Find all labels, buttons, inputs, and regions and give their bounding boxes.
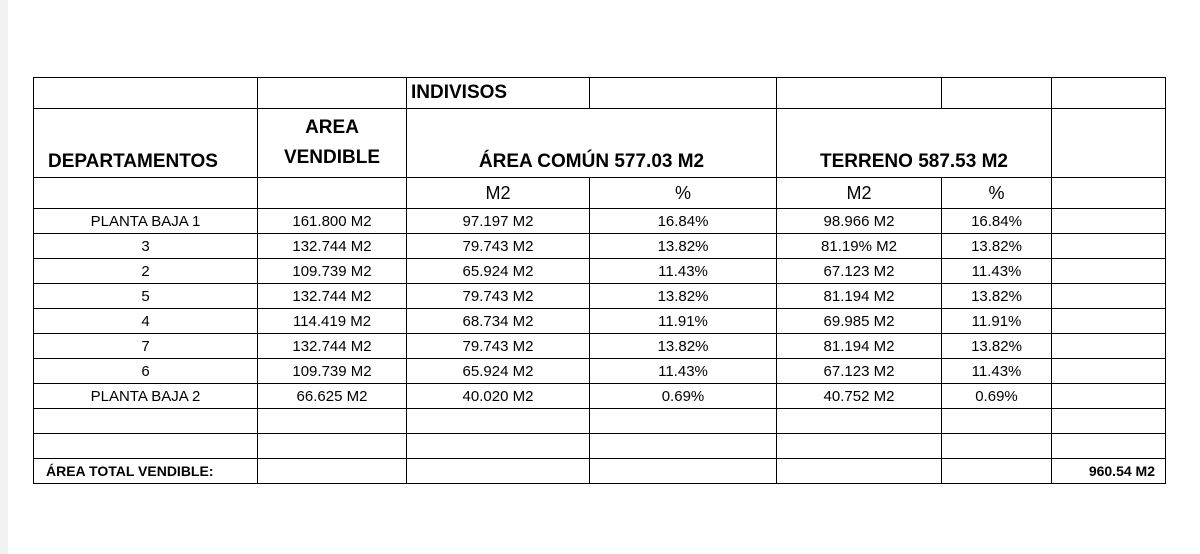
empty-cell: [942, 409, 1052, 434]
comun-m2-cell: 40.020 M2: [407, 384, 590, 409]
m2-comun-header: M2: [407, 178, 590, 209]
empty-cell: [1052, 109, 1166, 178]
terreno-pct-cell: 11.91%: [942, 309, 1052, 334]
terreno-m2-cell: 40.752 M2: [777, 384, 942, 409]
empty-cell: [258, 459, 407, 484]
table-row: [34, 384, 1166, 409]
total-label: ÁREA TOTAL VENDIBLE:: [34, 459, 258, 484]
comun-pct-cell: 13.82%: [590, 234, 777, 259]
indivisos-label: INDIVISOS: [407, 78, 590, 109]
comun-m2-cell: 97.197 M2: [407, 209, 590, 234]
comun-m2-cell: 65.924 M2: [407, 259, 590, 284]
area-vendible-line1: AREA: [305, 117, 359, 138]
table-row: [34, 284, 1166, 309]
total-row: [34, 459, 1166, 484]
empty-cell: [407, 434, 590, 459]
dept-cell: PLANTA BAJA 2: [34, 384, 258, 409]
empty-cell: [777, 459, 942, 484]
dept-cell: PLANTA BAJA 1: [34, 209, 258, 234]
dept-cell: 3: [34, 234, 258, 259]
empty-cell: [590, 434, 777, 459]
terreno-pct-cell: 13.82%: [942, 334, 1052, 359]
area-vendible-line2: VENDIBLE: [283, 147, 381, 168]
empty-cell: [1052, 284, 1166, 309]
comun-pct-cell: 11.91%: [590, 309, 777, 334]
terreno-pct-cell: 13.82%: [942, 234, 1052, 259]
empty-cell: [34, 178, 258, 209]
terreno-m2-cell: 67.123 M2: [777, 359, 942, 384]
terreno-m2-cell: 69.985 M2: [777, 309, 942, 334]
comun-m2-cell: 68.734 M2: [407, 309, 590, 334]
area-vendible-header: [258, 109, 407, 178]
page-edge: [0, 0, 8, 554]
empty-cell: [1052, 178, 1166, 209]
table-row: [34, 259, 1166, 284]
header-row-1: [34, 78, 1166, 109]
terreno-pct-cell: 13.82%: [942, 284, 1052, 309]
comun-pct-cell: 11.43%: [590, 259, 777, 284]
header-row-2: [34, 109, 1166, 178]
vendible-cell: 132.744 M2: [258, 334, 407, 359]
area-comun-header: ÁREA COMÚN 577.03 M2: [407, 109, 777, 178]
indivisos-table: [33, 77, 1166, 484]
comun-pct-cell: 13.82%: [590, 284, 777, 309]
comun-m2-cell: 79.743 M2: [407, 284, 590, 309]
comun-pct-cell: 0.69%: [590, 384, 777, 409]
table-row: [34, 234, 1166, 259]
dept-cell: 4: [34, 309, 258, 334]
empty-cell: [1052, 409, 1166, 434]
empty-cell: [34, 434, 258, 459]
empty-cell: [590, 409, 777, 434]
terreno-pct-cell: 11.43%: [942, 259, 1052, 284]
empty-cell: [590, 459, 777, 484]
empty-cell: [777, 78, 942, 109]
table-row: [34, 309, 1166, 334]
empty-cell: [1052, 259, 1166, 284]
empty-cell: [407, 409, 590, 434]
empty-cell: [1052, 334, 1166, 359]
empty-cell: [777, 434, 942, 459]
terreno-pct-cell: 16.84%: [942, 209, 1052, 234]
vendible-cell: 132.744 M2: [258, 284, 407, 309]
empty-cell: [1052, 384, 1166, 409]
dept-cell: 5: [34, 284, 258, 309]
empty-cell: [1052, 309, 1166, 334]
empty-cell: [407, 459, 590, 484]
vendible-cell: 66.625 M2: [258, 384, 407, 409]
empty-cell: [34, 78, 258, 109]
m2-terreno-header: M2: [777, 178, 942, 209]
empty-cell: [258, 434, 407, 459]
total-value: 960.54 M2: [1052, 459, 1166, 484]
empty-cell: [1052, 359, 1166, 384]
pct-terreno-header: %: [942, 178, 1052, 209]
terreno-header: TERRENO 587.53 M2: [777, 109, 1052, 178]
empty-cell: [942, 459, 1052, 484]
empty-cell: [258, 78, 407, 109]
table-row: [34, 209, 1166, 234]
empty-cell: [258, 178, 407, 209]
empty-cell: [777, 409, 942, 434]
vendible-cell: 161.800 M2: [258, 209, 407, 234]
empty-cell: [258, 409, 407, 434]
dept-cell: 2: [34, 259, 258, 284]
empty-cell: [34, 409, 258, 434]
comun-m2-cell: 65.924 M2: [407, 359, 590, 384]
empty-cell: [1052, 78, 1166, 109]
comun-pct-cell: 11.43%: [590, 359, 777, 384]
terreno-m2-cell: 81.19% M2: [777, 234, 942, 259]
comun-pct-cell: 16.84%: [590, 209, 777, 234]
terreno-pct-cell: 11.43%: [942, 359, 1052, 384]
terreno-m2-cell: 81.194 M2: [777, 284, 942, 309]
empty-cell: [1052, 234, 1166, 259]
empty-cell: [942, 78, 1052, 109]
empty-cell: [590, 78, 777, 109]
vendible-cell: 132.744 M2: [258, 234, 407, 259]
comun-m2-cell: 79.743 M2: [407, 234, 590, 259]
header-row-3: [34, 178, 1166, 209]
comun-pct-cell: 13.82%: [590, 334, 777, 359]
terreno-m2-cell: 81.194 M2: [777, 334, 942, 359]
comun-m2-cell: 79.743 M2: [407, 334, 590, 359]
blank-row: [34, 409, 1166, 434]
empty-cell: [1052, 209, 1166, 234]
table-row: [34, 334, 1166, 359]
departamentos-header: DEPARTAMENTOS: [34, 109, 258, 178]
empty-cell: [942, 434, 1052, 459]
empty-cell: [1052, 434, 1166, 459]
blank-row: [34, 434, 1166, 459]
dept-cell: 6: [34, 359, 258, 384]
dept-cell: 7: [34, 334, 258, 359]
terreno-m2-cell: 67.123 M2: [777, 259, 942, 284]
vendible-cell: 109.739 M2: [258, 359, 407, 384]
terreno-m2-cell: 98.966 M2: [777, 209, 942, 234]
terreno-pct-cell: 0.69%: [942, 384, 1052, 409]
pct-comun-header: %: [590, 178, 777, 209]
vendible-cell: 109.739 M2: [258, 259, 407, 284]
table-row: [34, 359, 1166, 384]
vendible-cell: 114.419 M2: [258, 309, 407, 334]
